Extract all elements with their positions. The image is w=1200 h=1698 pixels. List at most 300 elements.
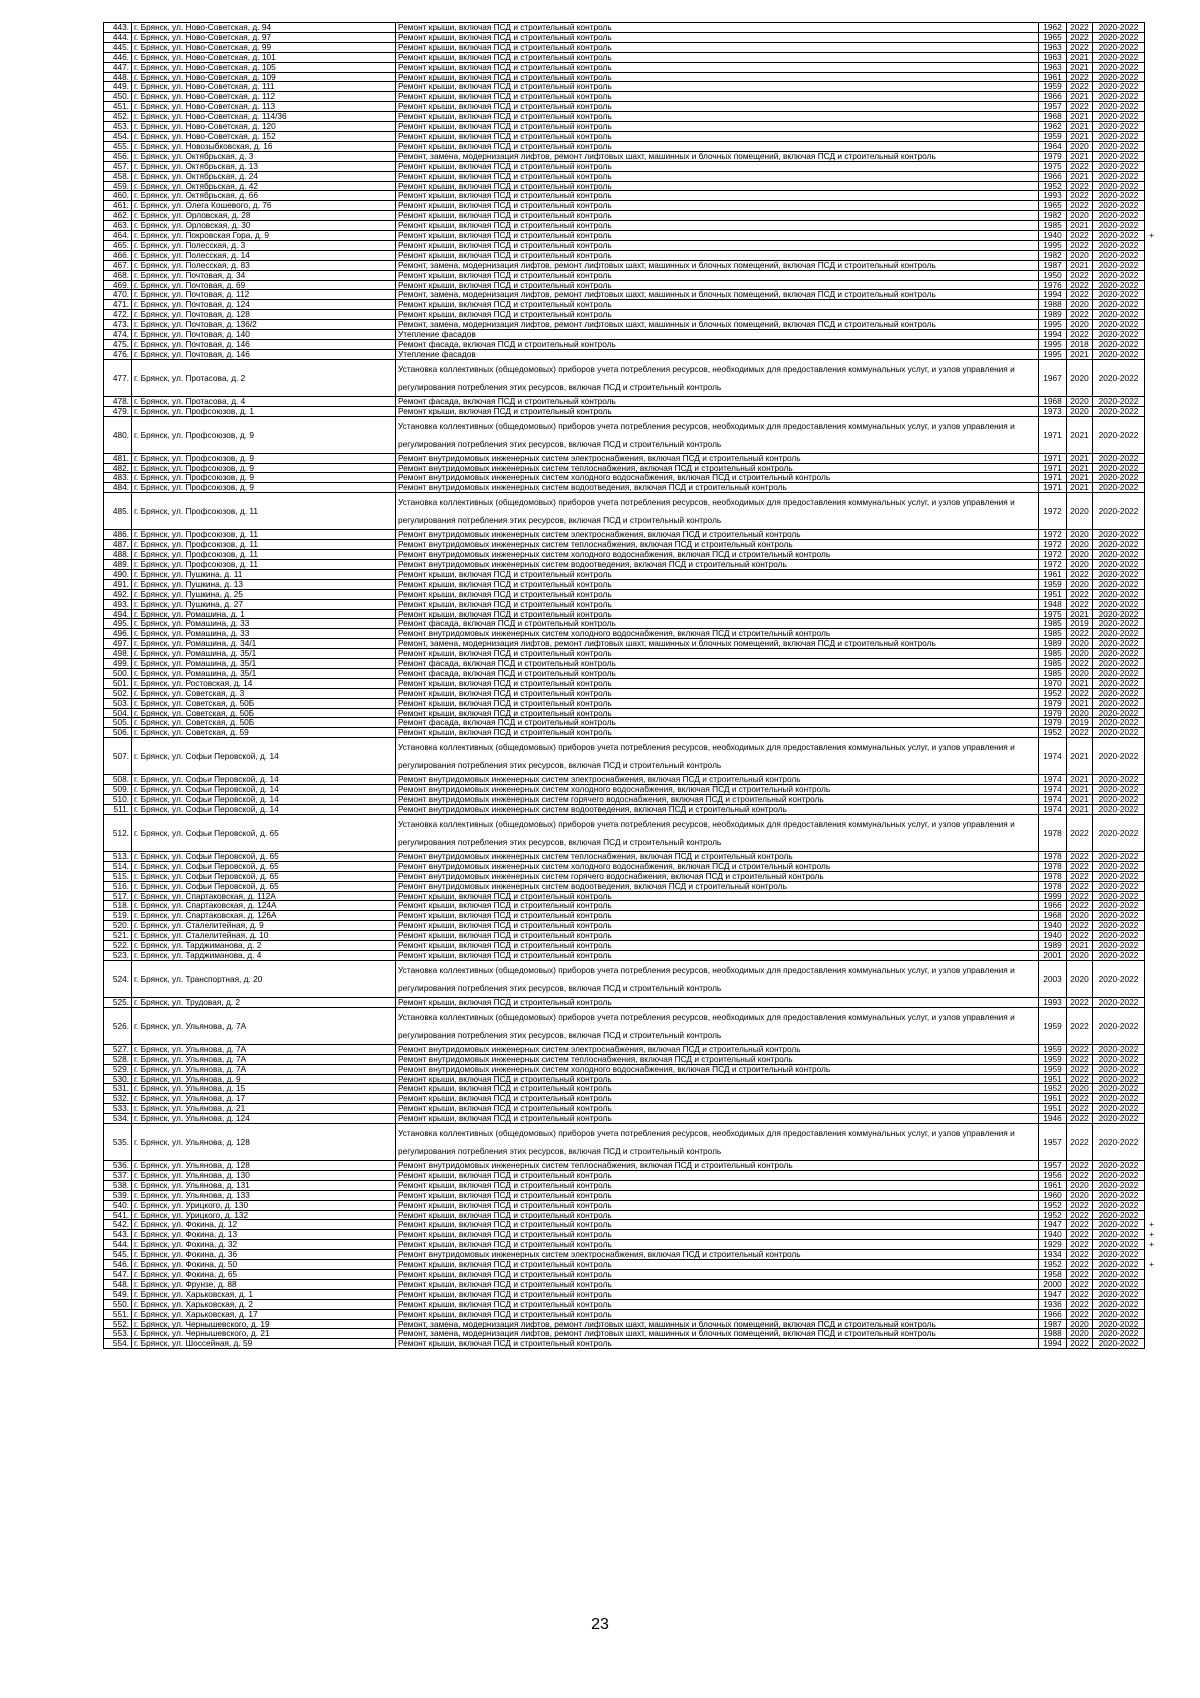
row-number: 514. <box>104 861 132 871</box>
mark <box>1145 406 1159 416</box>
work-type: Ремонт внутридомовых инженерных систем холодного водоснабжения, включая ПСД и строительный контроль <box>396 473 1039 483</box>
table-row <box>104 1319 1159 1329</box>
build-year: 1979 <box>1039 151 1067 161</box>
table-row <box>104 359 1159 396</box>
table-row <box>104 550 1159 560</box>
table-row <box>104 493 1159 530</box>
plan-year: 2020 <box>1067 960 1093 997</box>
table-row <box>104 141 1159 151</box>
plan-year: 2021 <box>1067 171 1093 181</box>
period: 2020-2022 <box>1093 579 1145 589</box>
work-type: Ремонт внутридомовых инженерных систем теплоснабжения, включая ПСД и строительный контроль <box>396 851 1039 861</box>
period: 2020-2022 <box>1093 1319 1145 1329</box>
table-row <box>104 1114 1159 1124</box>
table-row <box>104 221 1159 231</box>
row-number: 475. <box>104 340 132 350</box>
table-row <box>104 589 1159 599</box>
row-number: 507. <box>104 738 132 775</box>
row-number: 489. <box>104 559 132 569</box>
address: г. Брянск, ул. Протасова, д. 2 <box>132 359 396 396</box>
row-number: 533. <box>104 1104 132 1114</box>
plan-year: 2021 <box>1067 463 1093 473</box>
address: г. Брянск, ул. Ульянова, д. 131 <box>132 1180 396 1190</box>
table-row <box>104 1064 1159 1074</box>
address: г. Брянск, ул. Тарджиманова, д. 2 <box>132 941 396 951</box>
mark <box>1145 1299 1159 1309</box>
plan-year: 2022 <box>1067 1279 1093 1289</box>
plan-year: 2022 <box>1067 814 1093 851</box>
table-row <box>104 1299 1159 1309</box>
address: г. Брянск, ул. Транспортная, д. 20 <box>132 960 396 997</box>
work-type: Ремонт крыши, включая ПСД и строительный контроль <box>396 1074 1039 1084</box>
plan-year: 2022 <box>1067 72 1093 82</box>
build-year: 1940 <box>1039 921 1067 931</box>
work-type: Ремонт крыши, включая ПСД и строительный контроль <box>396 1279 1039 1289</box>
row-number: 456. <box>104 151 132 161</box>
row-number: 552. <box>104 1319 132 1329</box>
address: г. Брянск, ул. Орловская, д. 30 <box>132 221 396 231</box>
row-number: 515. <box>104 871 132 881</box>
table-row <box>104 1289 1159 1299</box>
build-year: 1951 <box>1039 1074 1067 1084</box>
work-type: Ремонт крыши, включая ПСД и строительный контроль <box>396 1084 1039 1094</box>
work-type: Ремонт внутридомовых инженерных систем водоотведения, включая ПСД и строительный контроль <box>396 483 1039 493</box>
row-number: 469. <box>104 280 132 290</box>
row-number: 554. <box>104 1339 132 1349</box>
plan-year: 2022 <box>1067 1094 1093 1104</box>
work-type: Ремонт крыши, включая ПСД и строительный контроль <box>396 131 1039 141</box>
period: 2020-2022 <box>1093 72 1145 82</box>
table-row <box>104 191 1159 201</box>
plan-year: 2020 <box>1067 320 1093 330</box>
table-row <box>104 629 1159 639</box>
row-number: 448. <box>104 72 132 82</box>
mark <box>1145 112 1159 122</box>
row-number: 449. <box>104 82 132 92</box>
work-type: Ремонт крыши, включая ПСД и строительный контроль <box>396 92 1039 102</box>
period: 2020-2022 <box>1093 161 1145 171</box>
plan-year: 2021 <box>1067 473 1093 483</box>
mark <box>1145 1200 1159 1210</box>
build-year: 1952 <box>1039 728 1067 738</box>
work-type: Ремонт крыши, включая ПСД и строительный контроль <box>396 1299 1039 1309</box>
address: г. Брянск, ул. Советская, д. 50Б <box>132 708 396 718</box>
plan-year: 2020 <box>1067 250 1093 260</box>
address: г. Брянск, ул. Ново-Советская, д. 112 <box>132 92 396 102</box>
period: 2020-2022 <box>1093 240 1145 250</box>
row-number: 459. <box>104 181 132 191</box>
address: г. Брянск, ул. Софьи Перовской, д. 14 <box>132 785 396 795</box>
work-type: Ремонт крыши, включая ПСД и строительный контроль <box>396 941 1039 951</box>
plan-year: 2021 <box>1067 795 1093 805</box>
build-year: 1972 <box>1039 530 1067 540</box>
plan-year: 2021 <box>1067 349 1093 359</box>
address: г. Брянск, ул. Октябрьская, д. 24 <box>132 171 396 181</box>
build-year: 1961 <box>1039 72 1067 82</box>
address: г. Брянск, ул. Ульянова, д. 7А <box>132 1054 396 1064</box>
address: г. Брянск, ул. Почтовая, д. 136/2 <box>132 320 396 330</box>
build-year: 1959 <box>1039 1007 1067 1044</box>
plan-year: 2022 <box>1067 1114 1093 1124</box>
work-type: Ремонт внутридомовых инженерных систем водоотведения, включая ПСД и строительный контроль <box>396 881 1039 891</box>
build-year: 1959 <box>1039 131 1067 141</box>
mark <box>1145 463 1159 473</box>
plan-year: 2022 <box>1067 1074 1093 1084</box>
work-type: Ремонт крыши, включая ПСД и строительный контроль <box>396 1230 1039 1240</box>
plan-year: 2022 <box>1067 1124 1093 1161</box>
table-row <box>104 1270 1159 1280</box>
table-row <box>104 320 1159 330</box>
work-type: Ремонт крыши, включая ПСД и строительный контроль <box>396 280 1039 290</box>
row-number: 511. <box>104 805 132 815</box>
mark <box>1145 814 1159 851</box>
period: 2020-2022 <box>1093 1250 1145 1260</box>
mark <box>1145 1064 1159 1074</box>
row-number: 516. <box>104 881 132 891</box>
address: г. Брянск, ул. Ромашина, д. 35/1 <box>132 668 396 678</box>
table-row <box>104 340 1159 350</box>
row-number: 464. <box>104 231 132 241</box>
table-row <box>104 1200 1159 1210</box>
row-number: 445. <box>104 42 132 52</box>
mark <box>1145 851 1159 861</box>
work-type: Ремонт крыши, включая ПСД и строительный контроль <box>396 649 1039 659</box>
mark <box>1145 1161 1159 1171</box>
row-number: 494. <box>104 609 132 619</box>
table-row <box>104 171 1159 181</box>
row-number: 537. <box>104 1170 132 1180</box>
table-row <box>104 463 1159 473</box>
plan-year: 2020 <box>1067 540 1093 550</box>
period: 2020-2022 <box>1093 599 1145 609</box>
work-type: Ремонт внутридомовых инженерных систем теплоснабжения, включая ПСД и строительный контроль <box>396 1161 1039 1171</box>
row-number: 535. <box>104 1124 132 1161</box>
row-number: 520. <box>104 921 132 931</box>
table-row <box>104 649 1159 659</box>
work-type: Ремонт крыши, включая ПСД и строительный контроль <box>396 678 1039 688</box>
build-year: 1967 <box>1039 359 1067 396</box>
address: г. Брянск, ул. Фокина, д. 65 <box>132 1270 396 1280</box>
period: 2020-2022 <box>1093 231 1145 241</box>
work-type: Ремонт внутридомовых инженерных систем электроснабжения, включая ПСД и строительный контроль <box>396 453 1039 463</box>
mark <box>1145 569 1159 579</box>
plan-year: 2022 <box>1067 659 1093 669</box>
work-type: Ремонт крыши, включая ПСД и строительный контроль <box>396 181 1039 191</box>
table-row <box>104 260 1159 270</box>
period: 2020-2022 <box>1093 1094 1145 1104</box>
work-type: Ремонт внутридомовых инженерных систем холодного водоснабжения, включая ПСД и строительный контроль <box>396 861 1039 871</box>
period: 2020-2022 <box>1093 1220 1145 1230</box>
row-number: 534. <box>104 1114 132 1124</box>
row-number: 546. <box>104 1260 132 1270</box>
work-type: Ремонт, замена, модернизация лифтов, ремонт лифтовых шахт, машинных и блочных помещений, включая ПСД и строительный контроль <box>396 320 1039 330</box>
plan-year: 2020 <box>1067 1319 1093 1329</box>
row-number: 477. <box>104 359 132 396</box>
work-type: Установка коллективных (общедомовых) приборов учета потребления ресурсов, необходимых для предоставления коммунальных услуг, и узлов управления и регулирования потребления этих ресурсов, включая ПСД и строительный контроль <box>396 1007 1039 1044</box>
table-row <box>104 270 1159 280</box>
address: г. Брянск, ул. Почтовая, д. 34 <box>132 270 396 280</box>
period: 2020-2022 <box>1093 320 1145 330</box>
build-year: 1971 <box>1039 416 1067 453</box>
address: г. Брянск, ул. Ново-Советская, д. 114/36 <box>132 112 396 122</box>
table-row <box>104 122 1159 132</box>
address: г. Брянск, ул. Почтовая, д. 140 <box>132 330 396 340</box>
plan-year: 2020 <box>1067 211 1093 221</box>
plan-year: 2022 <box>1067 42 1093 52</box>
build-year: 1978 <box>1039 861 1067 871</box>
build-year: 1958 <box>1039 1270 1067 1280</box>
table-row <box>104 1250 1159 1260</box>
plan-year: 2022 <box>1067 1210 1093 1220</box>
address: г. Брянск, ул. Ново-Советская, д. 111 <box>132 82 396 92</box>
build-year: 1989 <box>1039 310 1067 320</box>
work-type: Ремонт крыши, включая ПСД и строительный контроль <box>396 82 1039 92</box>
table-row <box>104 1180 1159 1190</box>
mark: + <box>1149 1219 1154 1230</box>
period: 2020-2022 <box>1093 493 1145 530</box>
mark <box>1145 668 1159 678</box>
plan-year: 2022 <box>1067 851 1093 861</box>
work-type: Ремонт внутридомовых инженерных систем электроснабжения, включая ПСД и строительный контроль <box>396 1044 1039 1054</box>
row-number: 443. <box>104 23 132 33</box>
row-number: 497. <box>104 639 132 649</box>
address: г. Брянск, ул. Фокина, д. 32 <box>132 1240 396 1250</box>
build-year: 1994 <box>1039 1339 1067 1349</box>
row-number: 476. <box>104 349 132 359</box>
mark <box>1145 340 1159 350</box>
plan-year: 2022 <box>1067 32 1093 42</box>
mark <box>1145 911 1159 921</box>
address: г. Брянск, ул. Ново-Советская, д. 152 <box>132 131 396 141</box>
build-year: 1968 <box>1039 911 1067 921</box>
period: 2020-2022 <box>1093 349 1145 359</box>
mark <box>1145 599 1159 609</box>
build-year: 1936 <box>1039 1299 1067 1309</box>
table-row <box>104 1339 1159 1349</box>
address: г. Брянск, ул. Ново-Советская, д. 94 <box>132 23 396 33</box>
plan-year: 2022 <box>1067 1007 1093 1044</box>
period: 2020-2022 <box>1093 785 1145 795</box>
build-year: 1974 <box>1039 785 1067 795</box>
period: 2020-2022 <box>1093 112 1145 122</box>
plan-year: 2022 <box>1067 1170 1093 1180</box>
build-year: 1968 <box>1039 112 1067 122</box>
build-year: 1985 <box>1039 668 1067 678</box>
period: 2020-2022 <box>1093 738 1145 775</box>
mark <box>1145 950 1159 960</box>
plan-year: 2022 <box>1067 1230 1093 1240</box>
address: г. Брянск, ул. Софьи Перовской, д. 14 <box>132 775 396 785</box>
mark <box>1145 997 1159 1007</box>
address: г. Брянск, ул. Ромашина, д. 34/1 <box>132 639 396 649</box>
row-number: 481. <box>104 453 132 463</box>
row-number: 530. <box>104 1074 132 1084</box>
row-number: 492. <box>104 589 132 599</box>
build-year: 1946 <box>1039 1114 1067 1124</box>
mark <box>1145 1084 1159 1094</box>
table-row <box>104 72 1159 82</box>
build-year: 2003 <box>1039 960 1067 997</box>
period: 2020-2022 <box>1093 32 1145 42</box>
mark <box>1145 1329 1159 1339</box>
period: 2020-2022 <box>1093 851 1145 861</box>
work-type: Ремонт крыши, включая ПСД и строительный контроль <box>396 997 1039 1007</box>
table-row <box>104 775 1159 785</box>
period: 2020-2022 <box>1093 310 1145 320</box>
period: 2020-2022 <box>1093 151 1145 161</box>
row-number: 521. <box>104 931 132 941</box>
period: 2020-2022 <box>1093 911 1145 921</box>
period: 2020-2022 <box>1093 1054 1145 1064</box>
work-type: Ремонт крыши, включая ПСД и строительный контроль <box>396 579 1039 589</box>
row-number: 540. <box>104 1200 132 1210</box>
address: г. Брянск, ул. Ново-Советская, д. 113 <box>132 102 396 112</box>
table-row <box>104 599 1159 609</box>
mark <box>1145 240 1159 250</box>
mark <box>1145 181 1159 191</box>
plan-year: 2021 <box>1067 483 1093 493</box>
build-year: 1978 <box>1039 851 1067 861</box>
row-number: 541. <box>104 1210 132 1220</box>
build-year: 1985 <box>1039 649 1067 659</box>
mark <box>1145 141 1159 151</box>
row-number: 458. <box>104 171 132 181</box>
mark <box>1145 1104 1159 1114</box>
work-type: Ремонт крыши, включая ПСД и строительный контроль <box>396 1270 1039 1280</box>
table-row <box>104 559 1159 569</box>
table-row <box>104 453 1159 463</box>
row-number: 495. <box>104 619 132 629</box>
work-type: Ремонт крыши, включая ПСД и строительный контроль <box>396 921 1039 931</box>
mark <box>1145 775 1159 785</box>
build-year: 1988 <box>1039 1329 1067 1339</box>
row-number: 451. <box>104 102 132 112</box>
plan-year: 2022 <box>1067 1289 1093 1299</box>
table-row <box>104 406 1159 416</box>
period: 2020-2022 <box>1093 82 1145 92</box>
period: 2020-2022 <box>1093 960 1145 997</box>
row-number: 529. <box>104 1064 132 1074</box>
build-year: 1963 <box>1039 52 1067 62</box>
address: г. Брянск, ул. Профсоюзов, д. 9 <box>132 473 396 483</box>
row-number: 498. <box>104 649 132 659</box>
period: 2020-2022 <box>1093 1260 1145 1270</box>
period: 2020-2022 <box>1093 221 1145 231</box>
period: 2020-2022 <box>1093 861 1145 871</box>
plan-year: 2021 <box>1067 62 1093 72</box>
mark <box>1145 1124 1159 1161</box>
row-number: 528. <box>104 1054 132 1064</box>
address: г. Брянск, ул. Харьковская, д. 17 <box>132 1309 396 1319</box>
mark <box>1145 1094 1159 1104</box>
work-type: Ремонт внутридомовых инженерных систем теплоснабжения, включая ПСД и строительный контроль <box>396 1054 1039 1064</box>
work-type: Ремонт крыши, включая ПСД и строительный контроль <box>396 599 1039 609</box>
work-type: Ремонт крыши, включая ПСД и строительный контроль <box>396 1309 1039 1319</box>
address: г. Брянск, ул. Софьи Перовской, д. 65 <box>132 871 396 881</box>
mark <box>1145 540 1159 550</box>
work-type: Ремонт крыши, включая ПСД и строительный контроль <box>396 891 1039 901</box>
row-number: 488. <box>104 550 132 560</box>
table-row <box>104 579 1159 589</box>
address: г. Брянск, ул. Советская, д. 3 <box>132 688 396 698</box>
row-number: 539. <box>104 1190 132 1200</box>
table-row <box>104 102 1159 112</box>
period: 2020-2022 <box>1093 23 1145 33</box>
row-number: 549. <box>104 1289 132 1299</box>
plan-year: 2022 <box>1067 1064 1093 1074</box>
period: 2020-2022 <box>1093 453 1145 463</box>
work-type: Ремонт фасада, включая ПСД и строительный контроль <box>396 718 1039 728</box>
mark <box>1145 416 1159 453</box>
period: 2020-2022 <box>1093 795 1145 805</box>
mark <box>1145 1180 1159 1190</box>
plan-year: 2020 <box>1067 300 1093 310</box>
mark <box>1145 290 1159 300</box>
period: 2020-2022 <box>1093 330 1145 340</box>
row-number: 499. <box>104 659 132 669</box>
period: 2020-2022 <box>1093 629 1145 639</box>
row-number: 542. <box>104 1220 132 1230</box>
mark <box>1145 688 1159 698</box>
plan-year: 2022 <box>1067 82 1093 92</box>
mark <box>1145 396 1159 406</box>
period: 2020-2022 <box>1093 1289 1145 1299</box>
table-row <box>104 32 1159 42</box>
build-year: 1957 <box>1039 1124 1067 1161</box>
mark <box>1145 1074 1159 1084</box>
period: 2020-2022 <box>1093 406 1145 416</box>
row-number: 512. <box>104 814 132 851</box>
row-number: 522. <box>104 941 132 951</box>
row-number: 452. <box>104 112 132 122</box>
address: г. Брянск, ул. Пушкина, д. 11 <box>132 569 396 579</box>
period: 2020-2022 <box>1093 540 1145 550</box>
build-year: 1994 <box>1039 330 1067 340</box>
row-number: 545. <box>104 1250 132 1260</box>
period: 2020-2022 <box>1093 688 1145 698</box>
period: 2020-2022 <box>1093 270 1145 280</box>
mark <box>1145 280 1159 290</box>
work-type: Ремонт крыши, включая ПСД и строительный контроль <box>396 589 1039 599</box>
row-number: 510. <box>104 795 132 805</box>
plan-year: 2022 <box>1067 1161 1093 1171</box>
period: 2020-2022 <box>1093 698 1145 708</box>
period: 2020-2022 <box>1093 416 1145 453</box>
mark <box>1145 698 1159 708</box>
table-row <box>104 1074 1159 1084</box>
build-year: 1989 <box>1039 941 1067 951</box>
table-row <box>104 688 1159 698</box>
table-row <box>104 931 1159 941</box>
plan-year: 2022 <box>1067 1044 1093 1054</box>
plan-year: 2020 <box>1067 530 1093 540</box>
row-number: 461. <box>104 201 132 211</box>
work-type: Ремонт крыши, включая ПСД и строительный контроль <box>396 310 1039 320</box>
row-number: 536. <box>104 1161 132 1171</box>
build-year: 1962 <box>1039 122 1067 132</box>
plan-year: 2022 <box>1067 1200 1093 1210</box>
address: г. Брянск, ул. Ново-Советская, д. 101 <box>132 52 396 62</box>
table-row <box>104 708 1159 718</box>
period: 2020-2022 <box>1093 191 1145 201</box>
table-row <box>104 659 1159 669</box>
work-type: Ремонт, замена, модернизация лифтов, ремонт лифтовых шахт, машинных и блочных помещений, включая ПСД и строительный контроль <box>396 260 1039 270</box>
work-type: Ремонт фасада, включая ПСД и строительный контроль <box>396 340 1039 350</box>
period: 2020-2022 <box>1093 1104 1145 1114</box>
period: 2020-2022 <box>1093 649 1145 659</box>
table-row <box>104 1104 1159 1114</box>
build-year: 1995 <box>1039 349 1067 359</box>
